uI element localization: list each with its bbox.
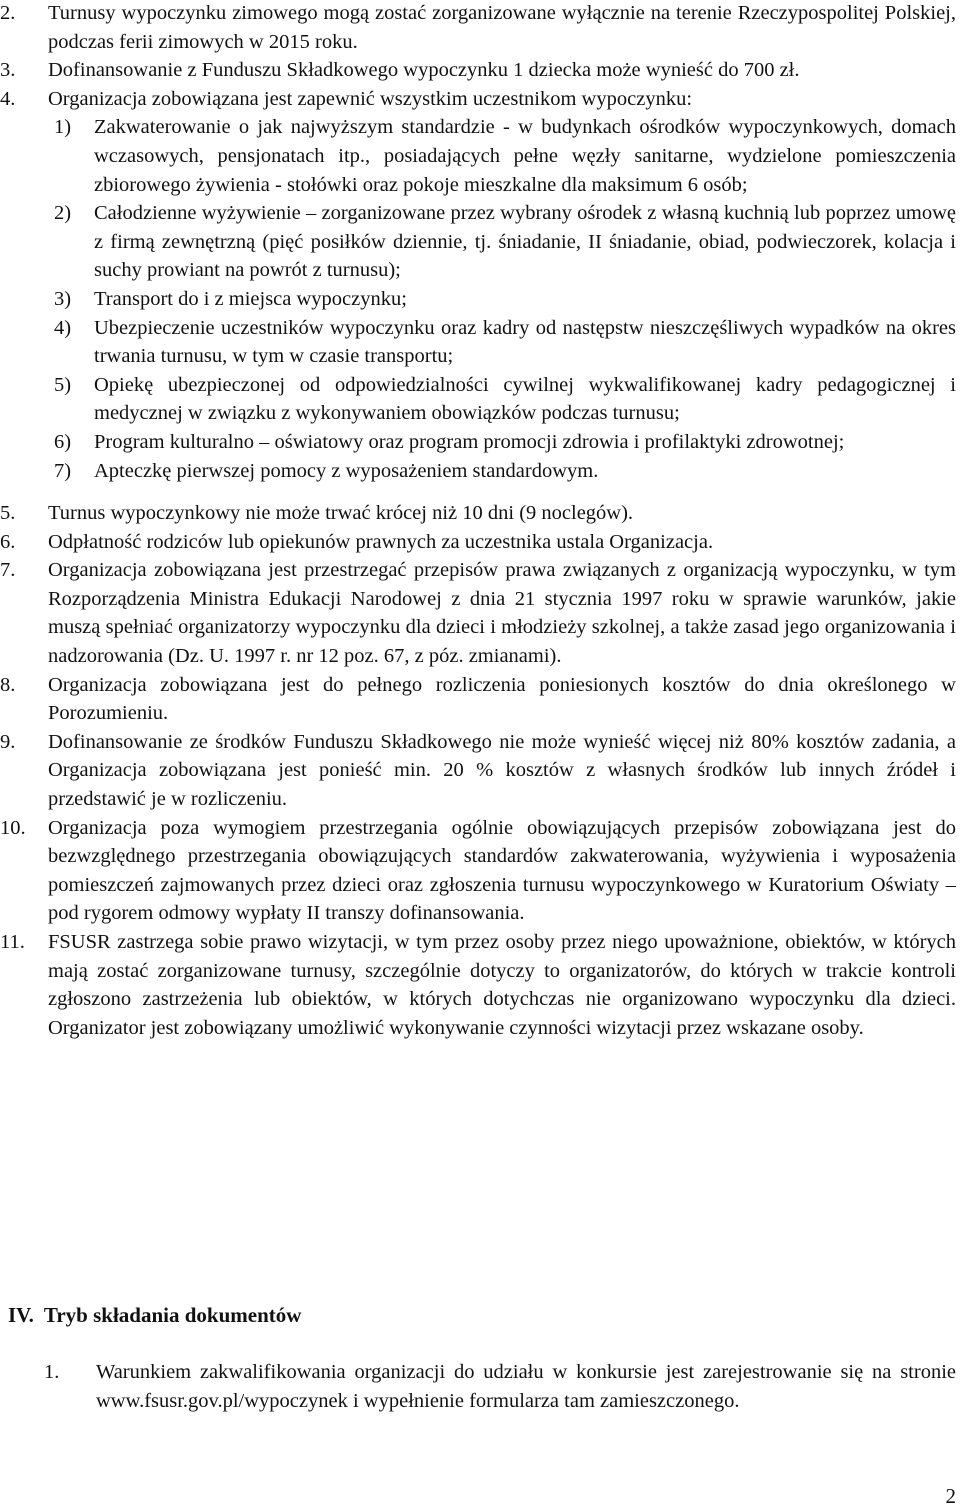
item-text: Dofinansowanie z Funduszu Składkowego wypoczynku 1 dziecka może wynieść do 700 zł. <box>48 59 800 82</box>
list-item-8 <box>0 671 960 728</box>
sub-item-text: Opiekę ubezpieczonej od odpowiedzialności cywilnej wykwalifikowanej kadry pedagogicznej i medycznej w związku z wykonywaniem obowiązków podczas turnusu; <box>94 373 956 425</box>
item-number: 3. <box>0 59 16 82</box>
section-heading <box>8 1301 301 1330</box>
item-number: 10. <box>0 816 26 839</box>
item-text: Odpłatność rodziców lub opiekunów prawnych za uczestnika ustala Organizacja. <box>48 530 714 553</box>
sub-item-text: Całodzienne wyżywienie – zorganizowane przez wybrany ośrodek z własną kuchnią lub poprzez umowę z firmą zewnętrzną (pięć posiłków dziennie, tj. śniadanie, II śniadanie, obiad, podwieczorek, kolacja i suchy prowiant na powrót z turnusu); <box>94 202 956 282</box>
section-4-item-1 <box>0 1358 960 1415</box>
sub-item-number: 3) <box>54 287 72 310</box>
item-number: 8. <box>0 673 16 696</box>
item-number: 5. <box>0 502 16 525</box>
item-number: 9. <box>0 730 16 753</box>
section-number: IV. <box>8 1303 34 1327</box>
item-text: Turnus wypoczynkowy nie może trwać krócej niż 10 dni (9 noclegów). <box>48 502 634 525</box>
list-item-9 <box>0 728 960 814</box>
sub-item-text: Transport do i z miejsca wypoczynku; <box>94 287 407 310</box>
item-text: Warunkiem zakwalifikowania organizacji do udziału w konkursie jest zarejestrowanie się na stronie www.fsusr.gov.pl/wypoczynek i wypełnienie formularza tam zamieszczonego. <box>96 1361 956 1412</box>
sub-item-number: 1) <box>54 116 72 139</box>
sub-item-7 <box>0 457 960 486</box>
sub-item-3 <box>0 285 960 314</box>
sub-item-number: 6) <box>54 430 72 453</box>
item-number: 6. <box>0 530 16 553</box>
item-text: Organizacja poza wymogiem przestrzegania ogólnie obowiązujących przepisów zobowiązana jest do bezwzględnego przestrzegania obowiązujących standardów zakwaterowania, wyżywienia i wyposażenia pomieszczeń zajmowanych przez dzieci oraz zgłoszenia turnusu wypoczynkowego w Kuratorium Oświaty – pod rygorem odmowy wypłaty II transzy dofinansowania. <box>48 816 956 925</box>
list-item-6 <box>0 528 960 557</box>
section-title: Tryb składania dokumentów <box>43 1303 302 1327</box>
sub-item-4 <box>0 314 960 371</box>
sub-item-6 <box>0 428 960 457</box>
item-number: 1. <box>44 1361 60 1383</box>
sub-item-text: Apteczkę pierwszej pomocy z wyposażeniem standardowym. <box>94 459 599 482</box>
sub-item-number: 2) <box>54 202 72 225</box>
sub-item-text: Program kulturalno – oświatowy oraz program promocji zdrowia i profilaktyki zdrowotnej; <box>94 430 845 453</box>
sub-item-text: Zakwaterowanie o jak najwyższym standardzie - w budynkach ośrodków wypoczynkowych, domach wczasowych, pensjonatach itp., posiadających pełne węzły sanitarne, wydzielone pomieszczenia zbiorowego żywienia - stołówki oraz pokoje mieszkalne dla maksimum 6 osób; <box>94 116 956 196</box>
list-item-4 <box>0 85 960 114</box>
item-text: Organizacja zobowiązana jest przestrzegać przepisów prawa związanych z organizacją wypoczynku, w tym Rozporządzenia Ministra Edukacji Narodowej z dnia 21 stycznia 1997 roku w sprawie warunków, jakie muszą spełniać organizatorzy wypoczynku dla dzieci i młodzieży szkolnej, a także zasad jego organizowania i nadzorowania (Dz. U. 1997 r. nr 12 poz. 67, z póz. zmianami). <box>48 559 956 668</box>
list-item-10 <box>0 814 960 928</box>
list-item-11 <box>0 928 960 1042</box>
sub-item-number: 5) <box>54 373 72 396</box>
list-item-2 <box>0 0 960 56</box>
item-number: 7. <box>0 559 16 582</box>
item-text: Turnusy wypoczynku zimowego mogą zostać zorganizowane wyłącznie na terenie Rzeczypospolitej Polskiej, podczas ferii zimowych w 2015 roku. <box>48 2 956 53</box>
page-number: 2 <box>945 1484 956 1508</box>
item-text: Organizacja zobowiązana jest zapewnić wszystkim uczestnikom wypoczynku: <box>48 87 693 110</box>
spacer <box>0 485 960 499</box>
list-item-3 <box>0 56 960 85</box>
sub-item-5 <box>0 371 960 428</box>
sub-item-1 <box>0 113 960 199</box>
item-text: FSUSR zastrzega sobie prawo wizytacji, w tym przez osoby przez niego upoważnione, obiektów, w których mają zostać zorganizowane turnusy, szczególnie dotyczy to organizatorów, do których w trakcie kontroli zgłoszono zastrzeżenia lub obiektów, w których dotychczas nie organizowano wypoczynku dla dzieci. Organizator jest zobowiązany umożliwić wykonywanie czynności wizytacji przez wskazane osoby. <box>48 931 956 1039</box>
item-number: 2. <box>0 2 16 24</box>
list-item-7 <box>0 556 960 670</box>
item-text: Organizacja zobowiązana jest do pełnego rozliczenia poniesionych kosztów do dnia określonego w Porozumieniu. <box>48 673 956 725</box>
sub-item-number: 4) <box>54 316 72 339</box>
sub-item-2 <box>0 199 960 285</box>
sub-item-number: 7) <box>54 459 72 482</box>
item-number: 4. <box>0 87 16 110</box>
item-number: 11. <box>0 931 25 953</box>
item-text: Dofinansowanie ze środków Funduszu Składkowego nie może wynieść więcej niż 80% kosztów zadania, a Organizacja zobowiązana jest ponieść min. 20 % kosztów z własnych środków lub innych źródeł i przedstawić je w rozliczeniu. <box>48 730 956 811</box>
list-item-5 <box>0 499 960 528</box>
sub-item-text: Ubezpieczenie uczestników wypoczynku oraz kadry od następstw nieszczęśliwych wypadków na okres trwania turnusu, w tym w czasie transportu; <box>94 316 956 368</box>
section-4-body <box>0 1358 960 1415</box>
